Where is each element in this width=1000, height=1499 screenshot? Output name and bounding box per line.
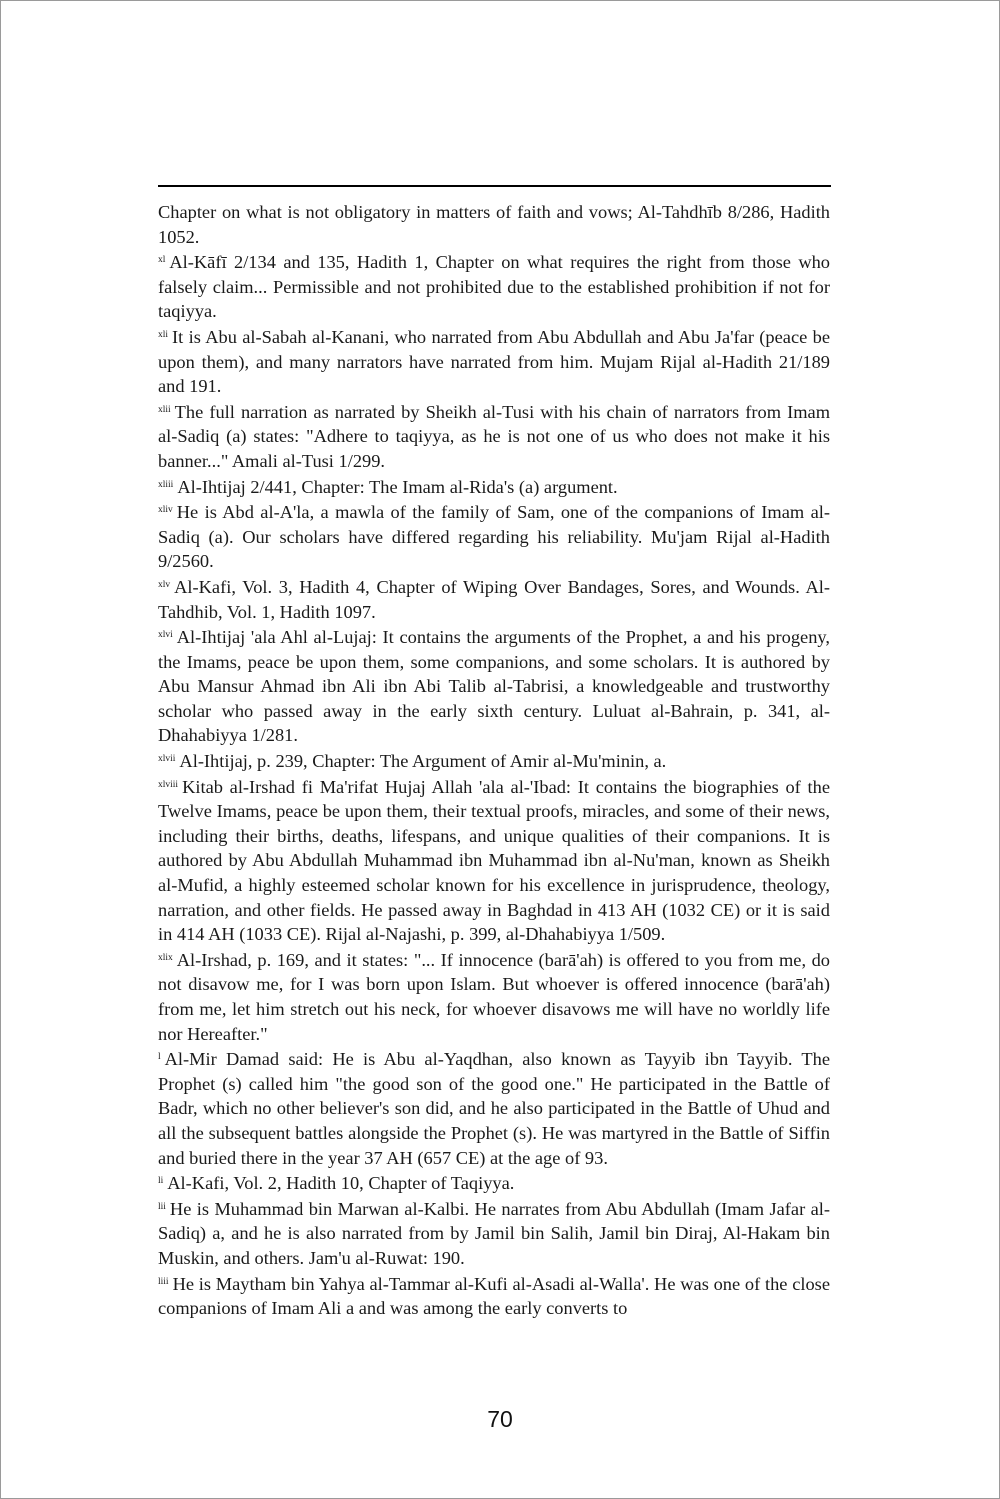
footnote-marker: xlviii: [158, 779, 179, 790]
footnote-marker: xlv: [158, 579, 171, 590]
footnote-text: He is Muhammad bin Marwan al-Kalbi. He narrates from Abu Abdullah (Imam Jafar al-Sadiq) a, and he is also narrated from by Jamil bin Salih, Jamil bin Diraj, Al-Hakam bin Muskin, and others. Jam'u al-Ruwat: 190.: [158, 1198, 830, 1268]
footnote: [158, 1272, 830, 1321]
page-number: 70: [487, 1406, 513, 1432]
footnote-marker: xliv: [158, 505, 173, 516]
footnote-text: Chapter on what is not obligatory in matters of faith and vows; Al-Tahdhīb 8/286, Hadith 1052.: [158, 202, 830, 247]
footnote: [158, 250, 830, 324]
footnote-text: Al-Kafi, Vol. 2, Hadith 10, Chapter of Taqiyya.: [167, 1173, 515, 1194]
footnote-marker: lii: [158, 1201, 166, 1212]
footnote-text: Al-Ihtijaj, p. 239, Chapter: The Argument of Amir al-Mu'minin, a.: [179, 751, 667, 772]
footnote-text: Al-Irshad, p. 169, and it states: "... If innocence (barā'ah) is offered to you from me, do not disavow me, for I was born upon Islam. But whoever is offered innocence (barā'ah) from me, let him stretch out his neck, for whoever disavows me will have no worldly life nor Hereafter.": [158, 949, 830, 1044]
footnote: [158, 575, 830, 624]
footnote-text: Al-Ihtijaj 2/441, Chapter: The Imam al-Rida's (a) argument.: [177, 476, 618, 497]
footnote: [158, 775, 830, 947]
footnote-marker: li: [158, 1176, 164, 1187]
footnotes-block: [158, 200, 830, 1322]
footnote-marker: liii: [158, 1276, 169, 1287]
footnote-text: Al-Kafi, Vol. 3, Hadith 4, Chapter of Wiping Over Bandages, Sores, and Wounds. Al-Tahdhib, Vol. 1, Hadith 1097.: [158, 576, 830, 622]
footnote-text: Al-Kāfī 2/134 and 135, Hadith 1, Chapter on what requires the right from those who falsely claim... Permissible and not prohibited due to the established prohibition if not for taqiyya.: [158, 252, 830, 322]
footnote-marker: xlvi: [158, 630, 173, 641]
footnote: [158, 475, 830, 500]
footnote-marker: xliii: [158, 479, 174, 490]
footnote-text: The full narration as narrated by Sheikh al-Tusi with his chain of narrators from Imam al-Sadiq (a) states: "Adhere to taqiyya, as he is not one of us who does not make it his banner..." Amali al-Tusi 1/299.: [158, 401, 830, 471]
footnote-text: He is Abd al-A'la, a mawla of the family of Sam, one of the companions of Imam al-Sadiq (a). Our scholars have differed regarding his reliability. Mu'jam Rijal al-Hadith 9/2560.: [158, 502, 830, 572]
footnote-marker: xl: [158, 255, 166, 266]
footnote: [158, 500, 830, 574]
footnote: [158, 625, 830, 748]
footnote-marker: l: [158, 1052, 161, 1063]
footnote-marker: xlvii: [158, 754, 176, 765]
footnote: [158, 948, 830, 1046]
footnote-text: Al-Mir Damad said: He is Abu al-Yaqdhan, also known as Tayyib ibn Tayyib. The Prophet (s) called him "the good son of the good one." He participated in the Battle of Badr, which no other believer's son did, and he also participated in the Battle of Uhud and all the subsequent battles alongside the Prophet (s). He was martyred in the Battle of Siffin and buried there in the year 37 AH (657 CE) at the age of 93.: [158, 1049, 830, 1168]
footnote-marker: xli: [158, 329, 169, 340]
footnote: [158, 325, 830, 399]
footnote-marker: xlix: [158, 952, 173, 963]
footnote: [158, 1171, 830, 1196]
footnote-text: He is Maytham bin Yahya al-Tammar al-Kufi al-Asadi al-Walla'. He was one of the close companions of Imam Ali a and was among the early converts to: [158, 1273, 830, 1319]
footnote-separator-rule: [158, 185, 831, 187]
footnote-text: It is Abu al-Sabah al-Kanani, who narrated from Abu Abdullah and Abu Ja'far (peace be upon them), and many narrators have narrated from him. Mujam Rijal al-Hadith 21/189 and 191.: [158, 326, 830, 397]
footnote: [158, 1047, 830, 1170]
footnote-text: Kitab al-Irshad fi Ma'rifat Hujaj Allah 'ala al-'Ibad: It contains the biographies of the Twelve Imams, peace be upon them, their textual proofs, miracles, and some of their news, including their births, deaths, lifespans, and unique qualities of their companions. It is authored by Abu Abdullah Muhammad ibn Muhammad ibn al-Nu'man, known as Sheikh al-Mufid, a highly esteemed scholar known for his excellence in jurisprudence, theology, narration, and other fields. He passed away in Baghdad in 413 AH (1032 CE) or it is said in 414 AH (1033 CE). Rijal al-Najashi, p. 399, al-Dhahabiyya 1/509.: [158, 776, 830, 945]
footnote: [158, 400, 830, 474]
footnote-marker: xlii: [158, 404, 171, 415]
footnote: [158, 1197, 830, 1271]
footnote-text: Al-Ihtijaj 'ala Ahl al-Lujaj: It contains the arguments of the Prophet, a and his progeny, the Imams, peace be upon them, some companions, and some scholars. It is authored by Abu Mansur Ahmad ibn Ali ibn Abi Talib al-Tabrisi, a knowledgeable and trustworthy scholar who passed away in the early sixth century. Luluat al-Bahrain, p. 341, al-Dhahabiyya 1/281.: [158, 627, 830, 746]
footnote: [158, 749, 830, 774]
footnote: [158, 200, 830, 249]
